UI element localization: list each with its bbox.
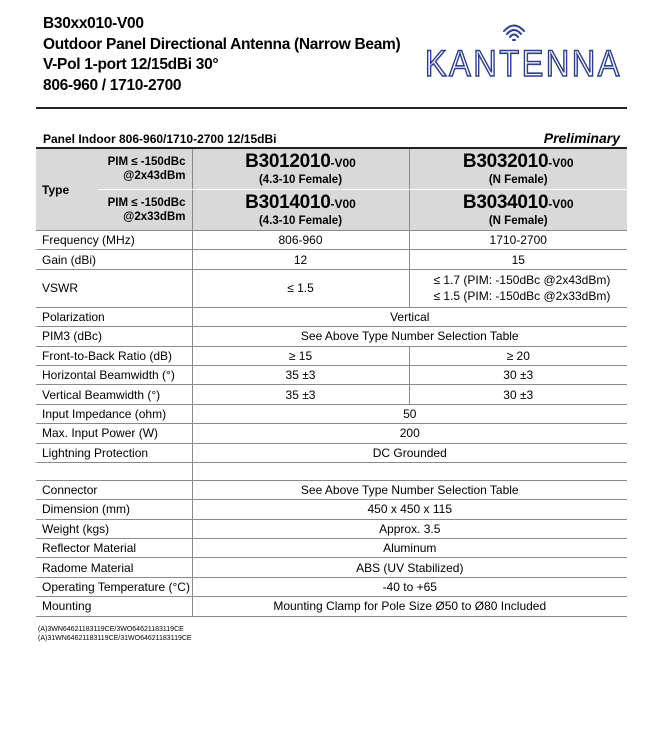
spec-row-polarization xyxy=(36,307,627,326)
spec-row-h-beamwidth xyxy=(36,365,627,384)
spec-row-lightning xyxy=(36,443,627,462)
spec-value: 50 xyxy=(192,404,627,423)
spec-label: Polarization xyxy=(36,307,192,326)
type-row-2 xyxy=(36,190,627,231)
spec-value: -40 to +65 xyxy=(192,577,627,596)
spec-value: ≥ 20 xyxy=(409,346,627,365)
spec-table xyxy=(36,149,627,617)
model-cell: B3034010-V00 (N Female) xyxy=(409,190,627,231)
datasheet-title xyxy=(43,14,423,96)
pim-spec: PIM ≤ -150dBc @2x33dBm xyxy=(98,190,192,231)
header-divider xyxy=(36,107,627,109)
spec-label: Max. Input Power (W) xyxy=(36,424,192,443)
spec-row-impedance xyxy=(36,404,627,423)
spec-label xyxy=(36,462,192,480)
spec-label: Mounting xyxy=(36,597,192,616)
spec-row-power xyxy=(36,424,627,443)
spec-value: 12 xyxy=(192,250,409,269)
spec-value: Aluminum xyxy=(192,539,627,558)
spec-label: VSWR xyxy=(36,269,192,307)
spec-label: Input Impedance (ohm) xyxy=(36,404,192,423)
model-number: B30xx010-V00 xyxy=(43,15,144,32)
spec-row-dimension xyxy=(36,500,627,519)
spec-label: Weight (kgs) xyxy=(36,519,192,538)
spec-row-temperature xyxy=(36,577,627,596)
spec-row-radome xyxy=(36,558,627,577)
model-cell: B3014010-V00 (4.3-10 Female) xyxy=(192,190,409,231)
spec-label: Connector xyxy=(36,480,192,499)
spec-value: Mounting Clamp for Pole Size Ø50 to Ø80 Included xyxy=(192,597,627,616)
spec-value: ≥ 15 xyxy=(192,346,409,365)
model-cell: B3012010-V00 (4.3-10 Female) xyxy=(192,149,409,190)
spec-row-weight xyxy=(36,519,627,538)
product-config: V-Pol 1-port 12/15dBi 30° xyxy=(43,56,219,73)
wifi-signal-icon xyxy=(504,26,524,41)
spec-value: 30 ±3 xyxy=(409,385,627,404)
spec-label: Dimension (mm) xyxy=(36,500,192,519)
spec-value: ≤ 1.5 xyxy=(192,269,409,307)
spec-value: 200 xyxy=(192,424,627,443)
spec-row-blank xyxy=(36,462,627,480)
spec-label: Lightning Protection xyxy=(36,443,192,462)
spec-row-frequency xyxy=(36,231,627,250)
pim-spec: PIM ≤ -150dBc @2x43dBm xyxy=(98,149,192,190)
spec-value: 35 ±3 xyxy=(192,385,409,404)
type-label: Type xyxy=(36,149,98,231)
table-subtitle: Panel Indoor 806-960/1710-2700 12/15dBi xyxy=(43,132,277,146)
spec-label: Reflector Material xyxy=(36,539,192,558)
spec-value: 450 x 450 x 115 xyxy=(192,500,627,519)
product-name: Outdoor Panel Directional Antenna (Narrow Beam) xyxy=(43,35,401,53)
frequency-bands: 806-960 / 1710-2700 xyxy=(43,76,182,94)
spec-row-vswr xyxy=(36,269,627,307)
spec-value: 15 xyxy=(409,250,627,269)
spec-label: PIM3 (dBc) xyxy=(36,327,192,346)
spec-label: Horizontal Beamwidth (°) xyxy=(36,365,192,384)
spec-label: Gain (dBi) xyxy=(36,250,192,269)
spec-row-mounting xyxy=(36,597,627,616)
spec-row-v-beamwidth xyxy=(36,385,627,404)
kantenna-logo xyxy=(425,14,625,84)
spec-row-gain xyxy=(36,250,627,269)
spec-label: Vertical Beamwidth (°) xyxy=(36,385,192,404)
footnote: (A)3WN64621183119CE/3WO64621183119CE xyxy=(38,626,184,633)
spec-value: 35 ±3 xyxy=(192,365,409,384)
spec-value: ≤ 1.7 (PIM: -150dBc @2x43dBm) ≤ 1.5 (PIM: -150dBc @2x33dBm) xyxy=(409,269,627,307)
spec-value: 30 ±3 xyxy=(409,365,627,384)
spec-label: Front-to-Back Ratio (dB) xyxy=(36,346,192,365)
spec-value xyxy=(192,462,627,480)
spec-row-reflector xyxy=(36,539,627,558)
spec-row-connector xyxy=(36,480,627,499)
spec-label: Operating Temperature (°C) xyxy=(36,577,192,596)
spec-row-front-to-back xyxy=(36,346,627,365)
spec-label: Frequency (MHz) xyxy=(36,231,192,250)
logo-wordmark: KANTENNA xyxy=(425,43,622,84)
spec-value: DC Grounded xyxy=(192,443,627,462)
model-cell: B3032010-V00 (N Female) xyxy=(409,149,627,190)
type-row-1 xyxy=(36,149,627,190)
spec-value: 1710-2700 xyxy=(409,231,627,250)
status-label: Preliminary xyxy=(543,130,620,146)
spec-value: 806-960 xyxy=(192,231,409,250)
spec-value: ABS (UV Stabilized) xyxy=(192,558,627,577)
spec-value: See Above Type Number Selection Table xyxy=(192,480,627,499)
spec-label: Radome Material xyxy=(36,558,192,577)
spec-value: Approx. 3.5 xyxy=(192,519,627,538)
spec-value: See Above Type Number Selection Table xyxy=(192,327,627,346)
spec-row-pim3 xyxy=(36,327,627,346)
spec-value: Vertical xyxy=(192,307,627,326)
footnote: (A)31WN64621183119CE/31WO64621183119CE xyxy=(38,635,192,642)
